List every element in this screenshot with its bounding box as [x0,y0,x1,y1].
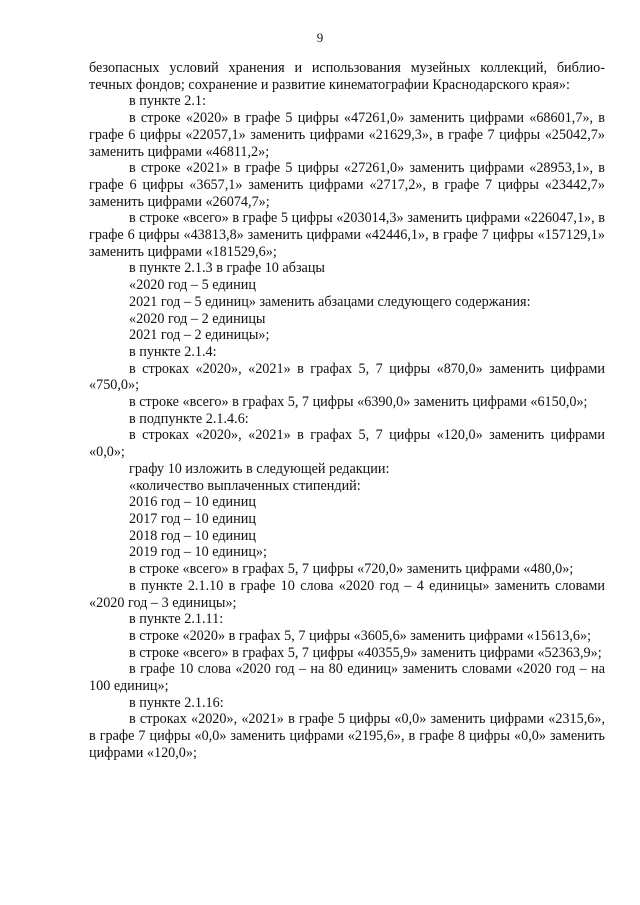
paragraph: в строке «2020» в графах 5, 7 цифры «3605,6» заменить цифрами «15613,6»; [129,627,592,644]
paragraph: в строках «2020», «2021» в графе 5 цифры «0,0» заменить цифрами «2315,6», в графе 7 цифры «0,0» заменить цифрами «2195,6», в графе 8 цифры «0,0» заменить цифрами «120,0»; [89,711,605,761]
paragraph: в пункте 2.1.3 в графе 10 абзацы [129,260,325,277]
paragraph: в подпункте 2.1.4.6: [129,410,249,427]
paragraph: 2021 год – 5 единиц» заменить абзацами следующего содержания: [129,293,531,310]
paragraph: в строках «2020», «2021» в графах 5, 7 цифры «870,0» заменить цифрами «750,0»; [89,360,605,394]
paragraph: графу 10 изложить в следующей редакции: [129,460,390,477]
paragraph: «2020 год – 5 единиц [129,277,256,294]
paragraph: безопасных условий хранения и использования музейных коллекций, библио- [89,60,605,76]
document-body [89,60,605,762]
paragraph: в пункте 2.1.11: [129,611,224,628]
paragraph: в пункте 2.1.10 в графе 10 слова «2020 год – 4 единицы» заменить словами «2020 год – 3 единицы»; [89,577,605,611]
paragraph: в строке «всего» в графах 5, 7 цифры «40355,9» заменить цифрами «52363,9»; [129,644,602,661]
paragraph: «2020 год – 2 единицы [129,310,266,327]
paragraph: в пункте 2.1.4: [129,343,217,360]
paragraph: «количество выплаченных стипендий: [129,477,361,494]
paragraph: 2017 год – 10 единиц [129,510,256,527]
paragraph: в строке «2020» в графе 5 цифры «47261,0» заменить цифрами «68601,7», в графе 6 цифры «22057,1» заменить цифрами «21629,3», в графе 7 цифры «25042,7» заменить цифрами «46811,2»; [89,110,605,160]
paragraph: в графе 10 слова «2020 год – на 80 единиц» заменить словами «2020 год – на 100 единиц»; [89,661,605,695]
page-number: 9 [316,30,324,45]
paragraph: течных фондов; сохранение и развитие кинематографии Краснодарского края»: [89,76,570,93]
paragraph: в строке «всего» в графе 5 цифры «203014,3» заменить цифрами «226047,1», в графе 6 цифры «43813,8» заменить цифрами «42446,1», в графе 7 цифры «157129,1» заменить цифрами «181529,6»; [89,210,605,260]
paragraph: 2016 год – 10 единиц [129,494,256,511]
paragraph: в строке «всего» в графах 5, 7 цифры «6390,0» заменить цифрами «6150,0»; [129,394,588,411]
paragraph: в пункте 2.1: [129,93,206,110]
paragraph: в строке «2021» в графе 5 цифры «27261,0» заменить цифрами «28953,1», в графе 6 цифры «3657,1» заменить цифрами «2717,2», в графе 7 цифры «23442,7» заменить цифрами «26074,7»; [89,160,605,210]
paragraph: 2018 год – 10 единиц [129,527,256,544]
paragraph: 2021 год – 2 единицы»; [129,327,270,344]
paragraph: в пункте 2.1.16: [129,694,224,711]
paragraph: в строках «2020», «2021» в графах 5, 7 цифры «120,0» заменить цифрами «0,0»; [89,427,605,461]
paragraph: 2019 год – 10 единиц»; [129,544,267,561]
paragraph: в строке «всего» в графах 5, 7 цифры «720,0» заменить цифрами «480,0»; [129,561,574,578]
